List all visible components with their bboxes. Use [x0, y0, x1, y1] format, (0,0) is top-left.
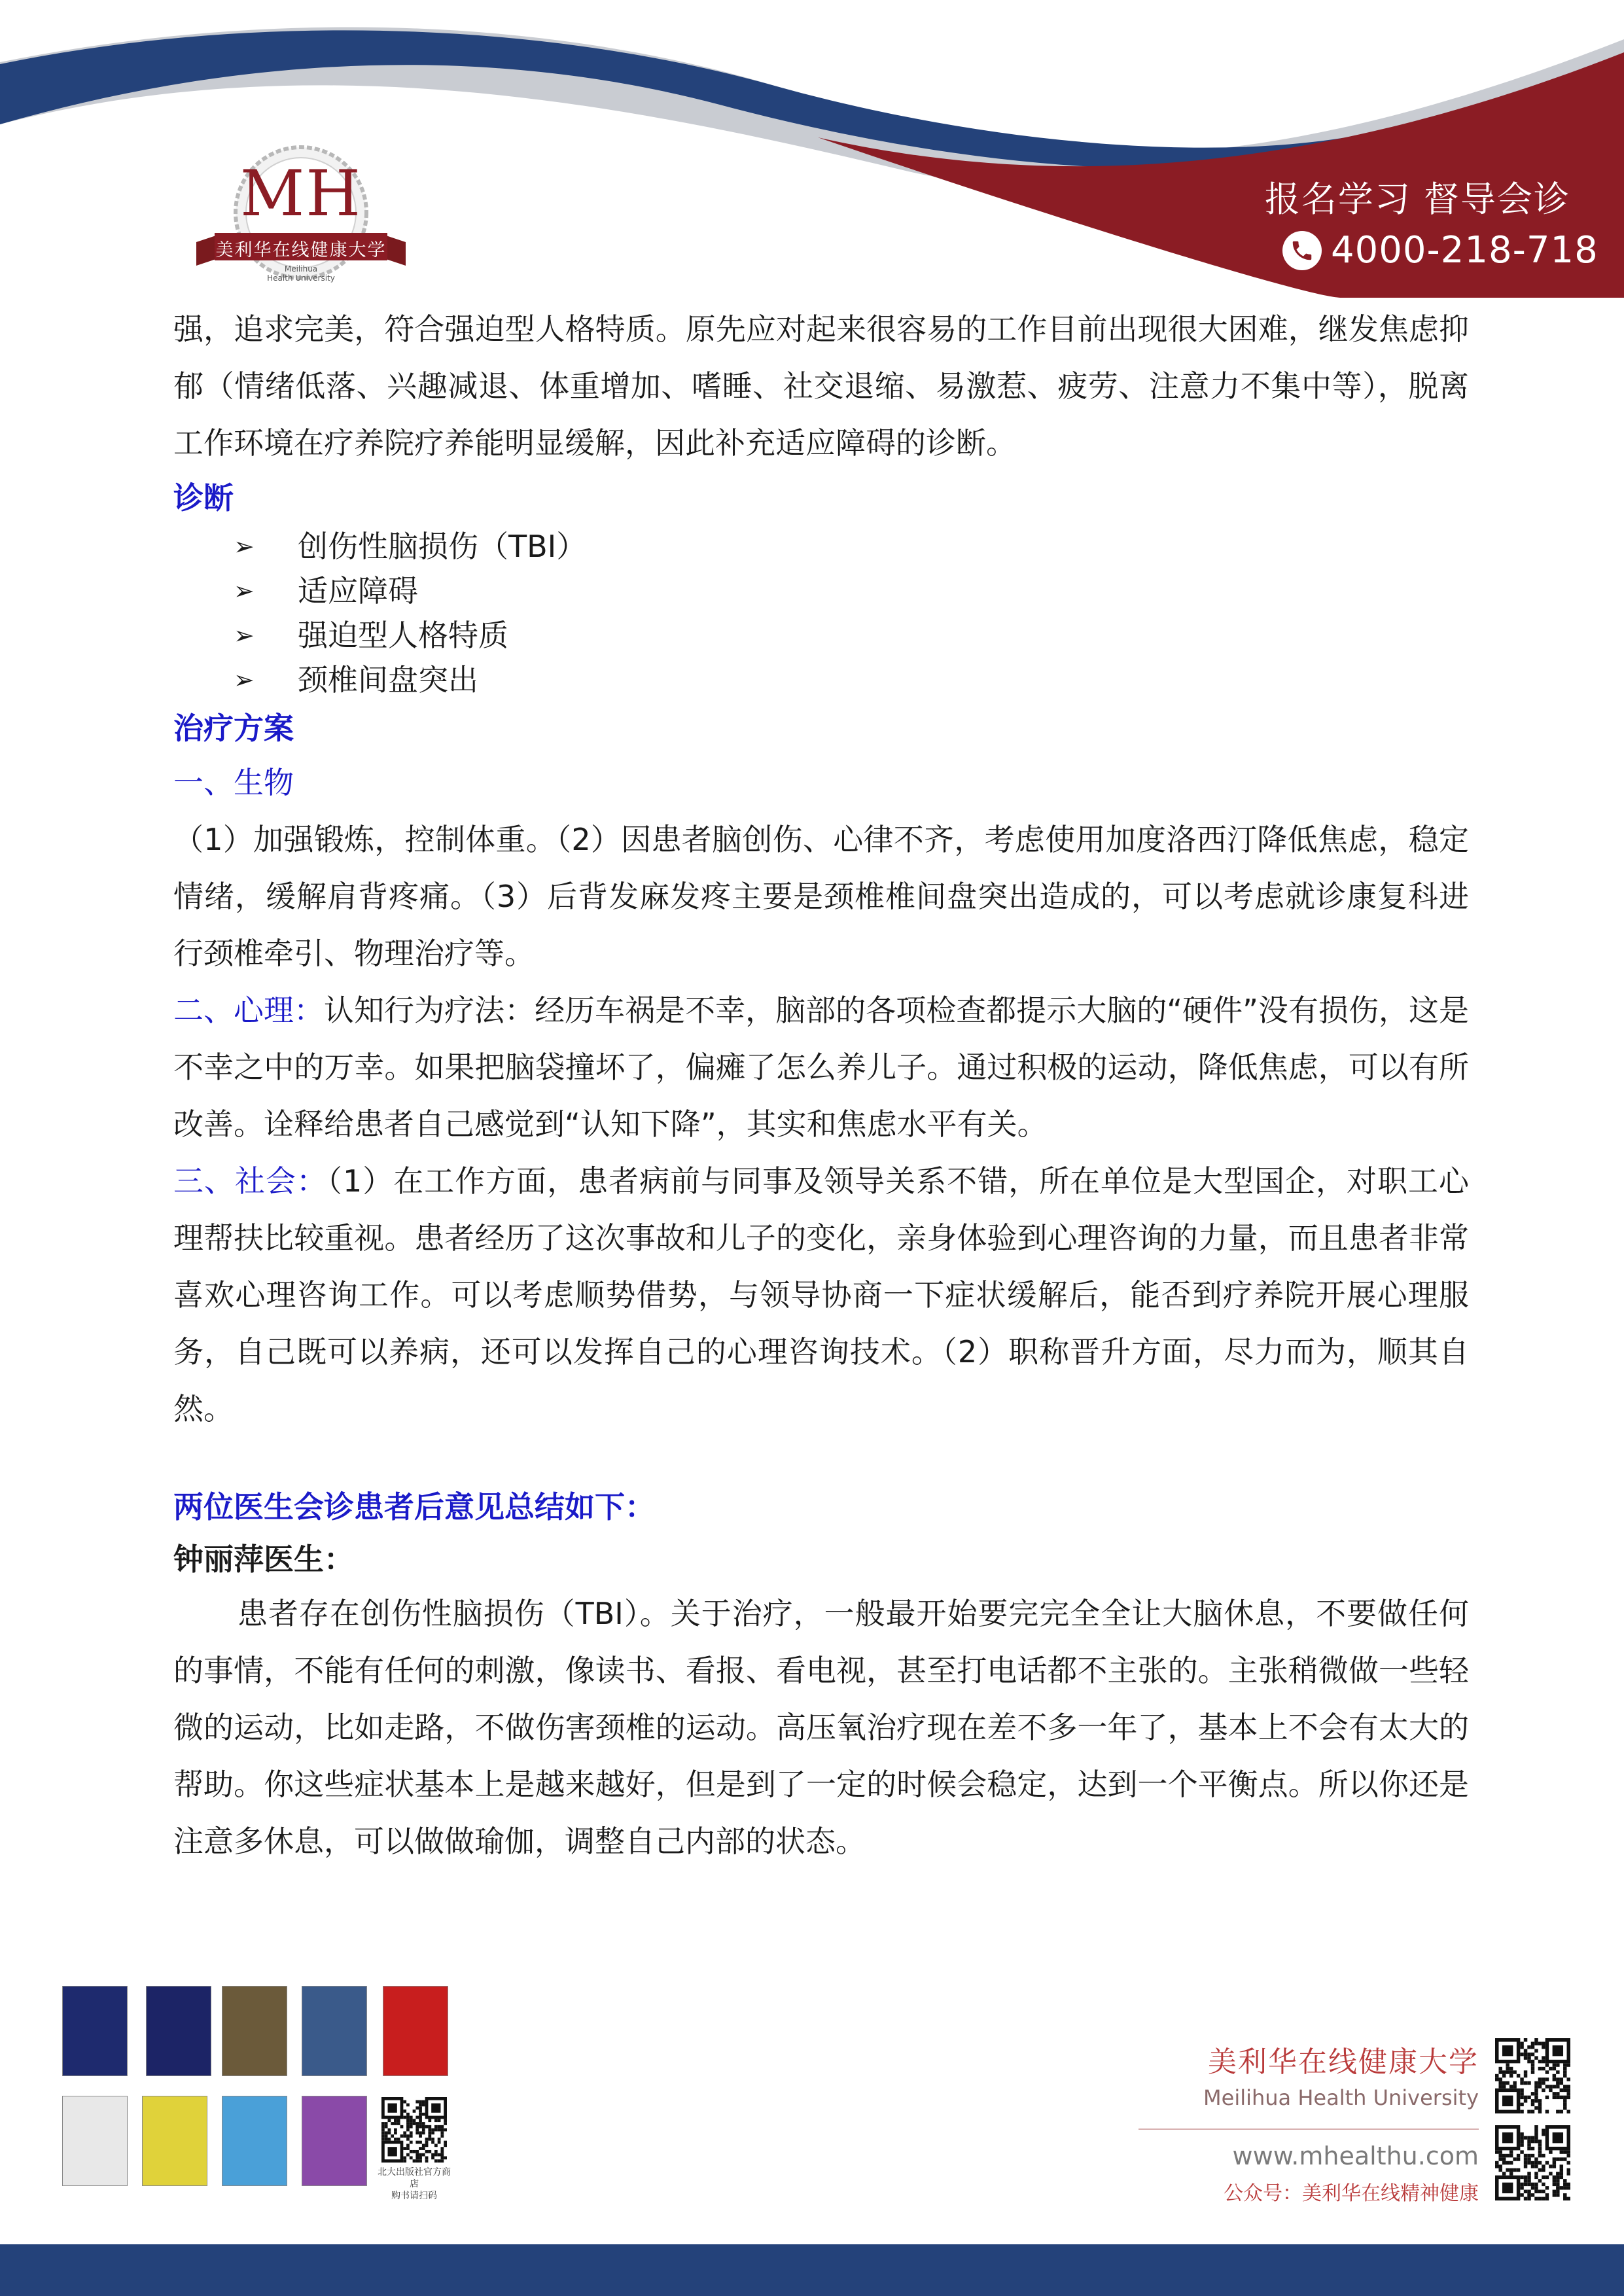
psych-paragraph: 二、心理：认知行为疗法：经历车祸是不幸，脑部的各项检查都提示大脑的“硬件”没有损伤，这是不幸之中的万幸。如果把脑袋撞坏了，偏瘫了怎么养儿子。通过积极的运动，降低焦虑，可以有所改善。诠释给患者自己感觉到“认知下降”，其实和焦虑水平有关。: [173, 993, 1469, 1142]
book-cover: [146, 1986, 211, 2076]
brand-cn-name: 美利华在线健康大学: [1208, 2045, 1479, 2079]
header-slogan: 报名学习 督导会诊: [1264, 179, 1570, 220]
wechat-account: 公众号：美利华在线精神健康: [1224, 2182, 1479, 2205]
diagnosis-heading: 诊断: [173, 480, 234, 516]
store-note: 北大出版社官方商店 购书请扫码: [378, 2167, 451, 2201]
list-item: ➢ 创伤性脑损伤（TBI）: [234, 524, 1469, 569]
qr-code-icon: [1495, 2038, 1570, 2113]
logo-cn-name: 美利华在线健康大学: [215, 240, 387, 260]
list-item: ➢ 颈椎间盘突出: [234, 658, 1469, 702]
header-phone: [1282, 229, 1598, 272]
qr-code-icon: [1495, 2125, 1570, 2200]
treatment-heading: 治疗方案: [173, 711, 294, 746]
logo-letters: MH: [239, 157, 362, 230]
bottom-bar: [0, 2244, 1624, 2296]
phone-number: 4000-218-718: [1331, 229, 1598, 272]
book-cover: [383, 1986, 448, 2076]
bullet-arrow-icon: ➢: [234, 576, 255, 605]
bio-paragraph: （1）加强锻炼，控制体重。（2）因患者脑创伤、心律不齐，考虑使用加度洛西汀降低焦虑，稳定情绪，缓解肩背疼痛。（3）后背发麻发疼主要是颈椎椎间盘突出造成的，可以考虑就诊康复科进行颈椎牵引、物理治疗等。: [173, 822, 1469, 971]
bio-label: 一、生物: [173, 765, 294, 800]
diagnosis-list: [173, 524, 1469, 702]
social-paragraph: 三、社会：（1）在工作方面，患者病前与同事及领导关系不错，所在单位是大型国企，对职工心理帮扶比较重视。患者经历了这次事故和儿子的变化，亲身体验到心理咨询的力量，而且患者非常喜欢心理咨询工作。可以考虑顺势借势，与领导协商一下症状缓解后，能否到疗养院开展心理服务，自己既可以养病，还可以发挥自己的心理咨询技术。（2）职称晋升方面，尽力而为，顺其自然。: [173, 1163, 1469, 1426]
doctor-name: 钟丽萍医生：: [173, 1542, 354, 1577]
footer-brand: [1139, 2038, 1479, 2206]
logo-en-name: Meilihua Health University: [267, 264, 335, 283]
book-cover: [302, 1986, 367, 2076]
bullet-arrow-icon: ➢: [234, 621, 255, 650]
intro-paragraph: 强，追求完美，符合强迫型人格特质。原先应对起来很容易的工作目前出现很大困难，继发焦虑抑郁（情绪低落、兴趣减退、体重增加、嗜睡、社交退缩、易激惹、疲劳、注意力不集中等），脱离工作环境在疗养院疗养能明显缓解，因此补充适应障碍的诊断。: [173, 311, 1469, 461]
bullet-arrow-icon: ➢: [234, 665, 255, 694]
doctor-paragraph: 患者存在创伤性脑损伤（TBI）。关于治疗，一般最开始要完完全全让大脑休息，不要做任何的事情，不能有任何的刺激，像读书、看报、看电视，甚至打电话都不主张的。主张稍微做一些轻微的运动，比如走路，不做伤害颈椎的运动。高压氧治疗现在差不多一年了，基本上不会有太大的帮助。你这些症状基本上是越来越好，但是到了一定的时候会稳定，达到一个平衡点。所以你还是注意多休息，可以做做瑜伽，调整自己内部的状态。: [173, 1596, 1469, 1859]
summary-heading: 两位医生会诊患者后意见总结如下：: [173, 1489, 655, 1525]
document-body: [173, 301, 1469, 1870]
book-cover: [302, 2096, 367, 2186]
list-item: ➢ 强迫型人格特质: [234, 613, 1469, 658]
qr-code-icon: [381, 2097, 447, 2163]
book-cover: [222, 2096, 287, 2186]
book-cover: [222, 1986, 287, 2076]
logo: [190, 144, 412, 294]
social-label: 三、社会：: [173, 1163, 327, 1199]
book-cover: [62, 2096, 128, 2186]
website-link[interactable]: www.mhealthu.com: [1139, 2128, 1479, 2170]
list-item: ➢ 适应障碍: [234, 569, 1469, 613]
book-cover: [142, 2096, 207, 2186]
psych-label: 二、心理：: [173, 993, 325, 1028]
book-cover: [62, 1986, 128, 2076]
brand-en-name: Meilihua Health University: [1203, 2085, 1479, 2110]
phone-icon: [1282, 231, 1322, 270]
bullet-arrow-icon: ➢: [234, 532, 255, 561]
